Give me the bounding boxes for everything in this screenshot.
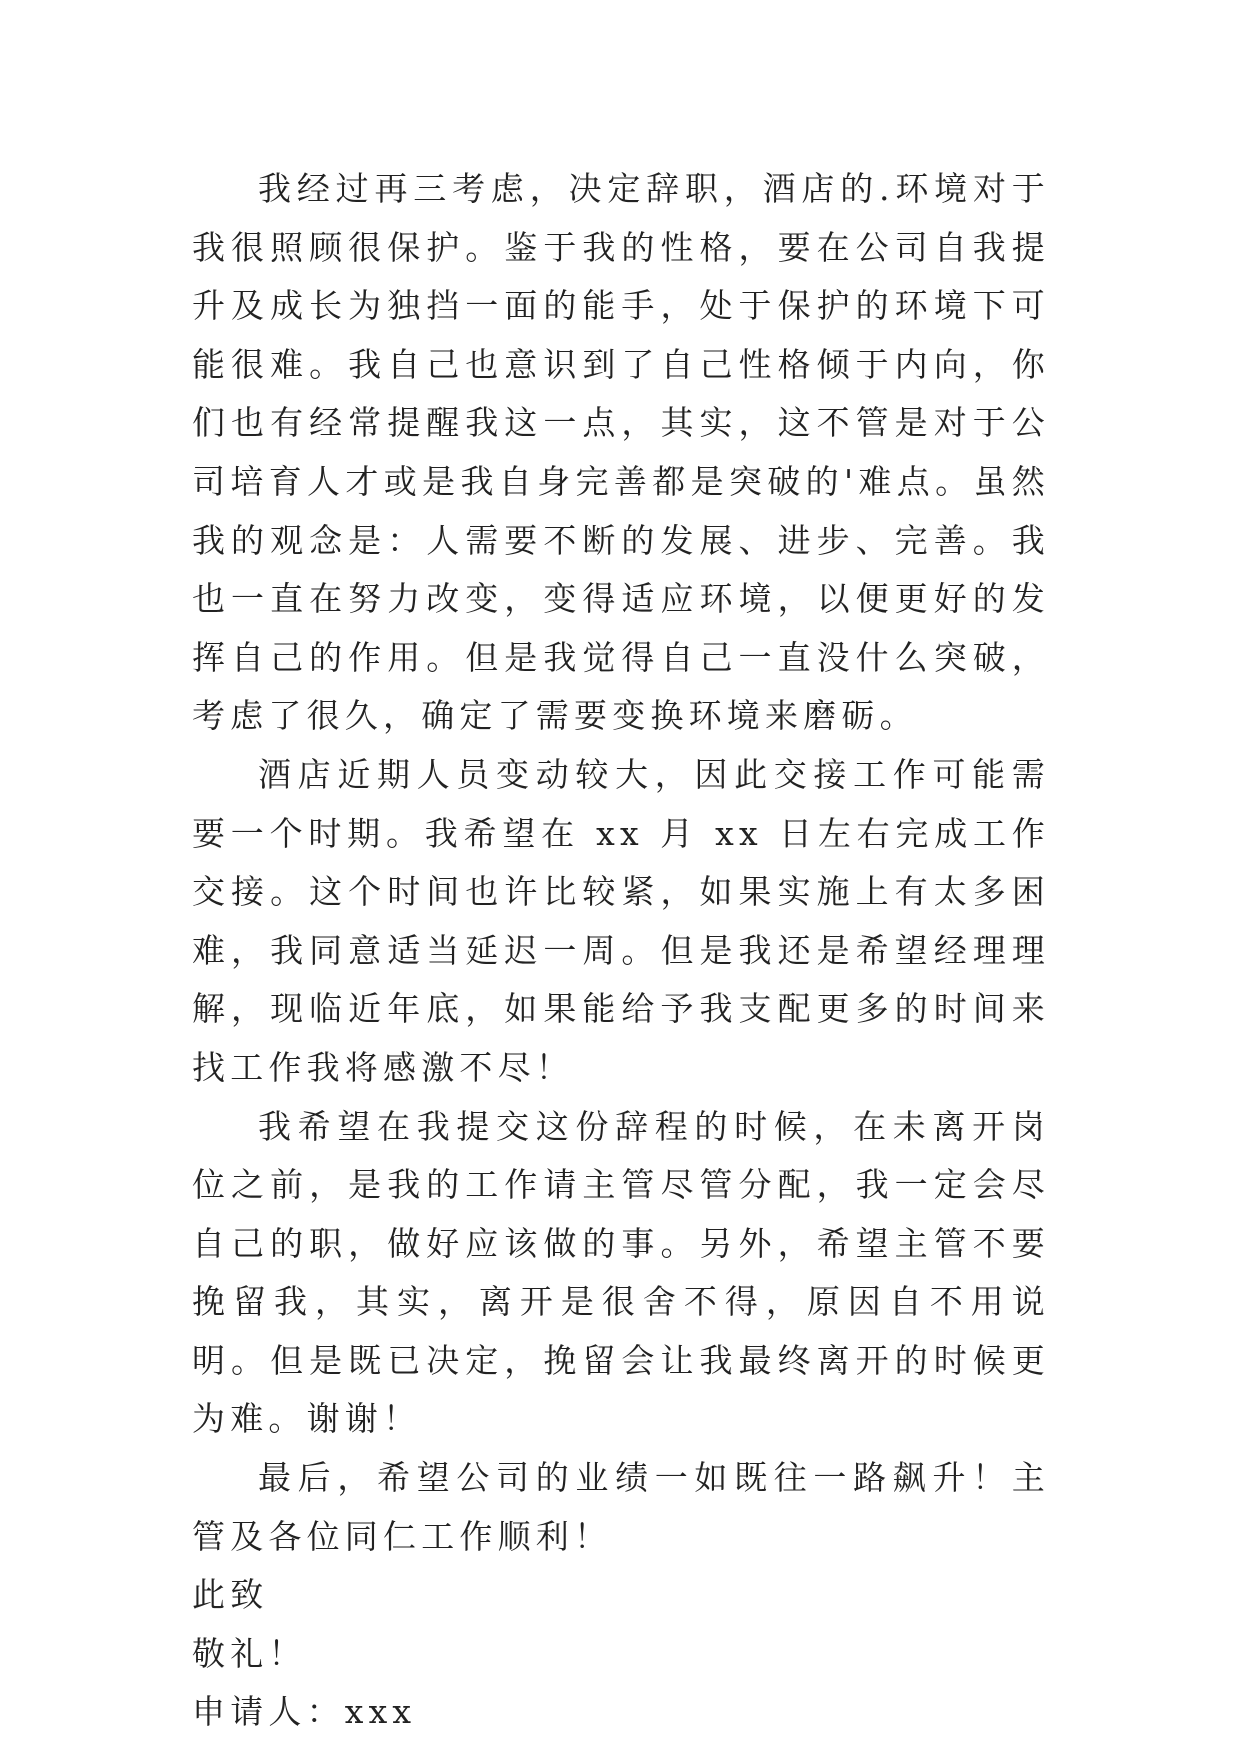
paragraph-wishes: 最后，希望公司的业绩一如既往一路飙升！主管及各位同仁工作顺利！ — [192, 1458, 1050, 1556]
closing-line: 此致 — [192, 1575, 269, 1615]
paragraph-reasons: 我经过再三考虑，决定辞职，酒店的.环境对于我很照顾很保护。鉴于我的性格，要在公司自我提升及成长为独挡一面的能手，处于保护的环境下可能很难。我自己也意识到了自己性格倾于内向，你们也有经常提醒我这一点，其实，这不管是对于公司培育人才或是我自身完善都是突破的'难点。虽然我的观念是：人需要不断的发展、进步、完善。我也一直在努力改变，变得适应环境，以便更好的发挥自己的作用。但是我觉得自己一直没什么突破，考虑了很久，确定了需要变换环境来磨砺。 — [192, 169, 1050, 736]
paragraph-handover: 酒店近期人员变动较大，因此交接工作可能需要一个时期。我希望在 xx 月 xx 日左右完成工作交接。这个时间也许比较紧，如果实施上有太多困难，我同意适当延迟一周。但是我还是希望经理理解，现临近年底，如果能给予我支配更多的时间来找工作我将感激不尽！ — [192, 754, 1050, 1087]
letter-body — [192, 160, 1050, 1742]
paragraph-request: 我希望在我提交这份辞程的时候，在未离开岗位之前，是我的工作请主管尽管分配，我一定会尽自己的职，做好应该做的事。另外，希望主管不要挽留我，其实，离开是很舍不得，原因自不用说明。但是既已决定，挽留会让我最终离开的时候更为难。谢谢！ — [192, 1106, 1050, 1439]
salutation-line: 敬礼！ — [192, 1633, 307, 1673]
applicant-signature: 申请人：xxx — [192, 1692, 417, 1732]
